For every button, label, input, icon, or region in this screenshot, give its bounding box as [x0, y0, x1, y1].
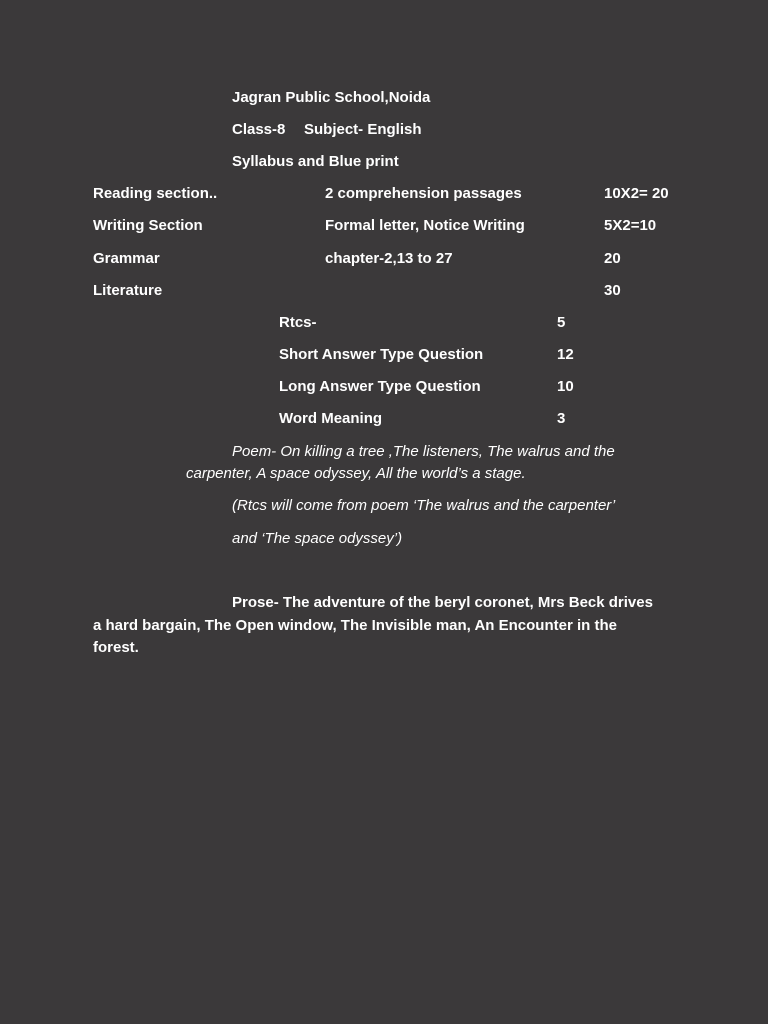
section-name: Grammar: [93, 250, 160, 267]
document-title: Syllabus and Blue print: [232, 153, 399, 170]
section-content: chapter-2,13 to 27: [325, 250, 453, 267]
section-marks: 10X2= 20: [604, 185, 669, 202]
class-label: Class-8: [232, 121, 286, 138]
section-content: Formal letter, Notice Writing: [325, 217, 525, 234]
section-name: Literature: [93, 282, 163, 299]
prose-line: Prose- The adventure of the beryl coronet, Mrs Beck drives: [232, 594, 653, 611]
section-marks: 5X2=10: [604, 217, 657, 234]
section-marks: 30: [604, 282, 621, 299]
poem-line: carpenter, A space odyssey, All the world’s a stage.: [186, 465, 526, 482]
literature-item: Rtcs-: [279, 314, 317, 331]
section-name: Writing Section: [93, 217, 203, 234]
poem-note: (Rtcs will come from poem ‘The walrus and the carpenter’: [232, 497, 616, 514]
literature-marks: 10: [557, 378, 574, 395]
school-name: Jagran Public School,Noida: [232, 89, 431, 106]
poem-line: Poem- On killing a tree ,The listeners, The walrus and the: [232, 443, 615, 460]
literature-marks: 5: [557, 314, 566, 331]
section-content: 2 comprehension passages: [325, 185, 522, 202]
prose-line: forest.: [93, 639, 139, 656]
literature-marks: 12: [557, 346, 574, 363]
literature-marks: 3: [557, 410, 566, 427]
section-marks: 20: [604, 250, 621, 267]
subject-label: Subject- English: [304, 121, 422, 138]
literature-item: Word Meaning: [279, 410, 383, 427]
literature-item: Short Answer Type Question: [279, 346, 484, 363]
poem-note: and ‘The space odyssey’): [232, 530, 403, 547]
literature-item: Long Answer Type Question: [279, 378, 481, 395]
prose-line: a hard bargain, The Open window, The Invisible man, An Encounter in the: [93, 617, 617, 634]
section-name: Reading section..: [93, 185, 218, 202]
